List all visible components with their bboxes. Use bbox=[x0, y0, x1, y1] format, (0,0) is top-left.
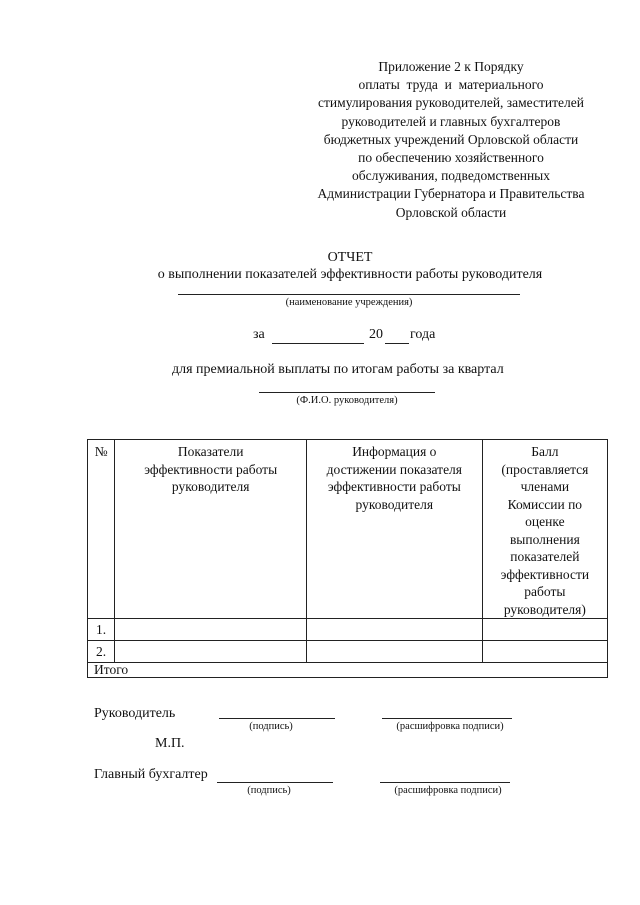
header-score: Балл (проставляется членами Комиссии по оценке выполнения показателей эффективности работы руководителя) bbox=[482, 440, 607, 619]
period-year: 20 bbox=[369, 327, 383, 342]
cell-indicator[interactable] bbox=[115, 619, 306, 641]
accountant-decode-caption: (расшифровка подписи) bbox=[394, 785, 502, 796]
report-title: ОТЧЕТ bbox=[327, 250, 373, 265]
cell-indicator[interactable] bbox=[115, 641, 306, 663]
appendix-line: бюджетных учреждений Орловской области bbox=[323, 131, 579, 147]
director-decode-caption: (расшифровка подписи) bbox=[396, 721, 504, 732]
table-header-row bbox=[88, 440, 608, 619]
director-label: Руководитель bbox=[94, 706, 176, 721]
header-indicators: Показатели эффективности работы руководителя bbox=[115, 440, 306, 619]
institution-caption: (наименование учреждения) bbox=[285, 297, 413, 308]
table-row bbox=[88, 619, 608, 641]
purpose-text: для премиальной выплаты по итогам работы за квартал bbox=[172, 362, 504, 377]
appendix-line: оплаты труда и материального bbox=[358, 77, 544, 93]
report-subtitle: о выполнении показателей эффективности работы руководителя bbox=[157, 267, 543, 282]
institution-line[interactable] bbox=[178, 294, 520, 295]
appendix-line: Орловской области bbox=[395, 204, 507, 220]
stamp-label: М.П. bbox=[155, 736, 185, 751]
fio-caption: (Ф.И.О. руководителя) bbox=[296, 395, 398, 406]
accountant-signature-line[interactable] bbox=[217, 782, 333, 783]
total-label: Итого bbox=[88, 663, 608, 678]
appendix-line: Приложение 2 к Порядку bbox=[378, 59, 524, 74]
year-blank[interactable] bbox=[385, 343, 409, 344]
appendix-line: Администрации Губернатора и Правительства bbox=[317, 186, 585, 202]
fio-line[interactable] bbox=[259, 392, 435, 393]
appendix-line: обслуживания, подведомственных bbox=[352, 168, 550, 184]
table-total-row bbox=[88, 663, 608, 678]
appendix-line: стимулирования руководителей, заместителей bbox=[318, 95, 584, 111]
indicators-table bbox=[87, 439, 608, 678]
director-decode-line[interactable] bbox=[382, 718, 512, 719]
table-row bbox=[88, 641, 608, 663]
appendix-line: руководителей и главных бухгалтеров bbox=[341, 113, 561, 129]
row-number: 2. bbox=[88, 641, 115, 663]
accountant-signature-caption: (подпись) bbox=[247, 785, 291, 796]
director-signature-caption: (подпись) bbox=[249, 721, 293, 732]
period-blank[interactable] bbox=[272, 343, 364, 344]
period-prefix: за bbox=[253, 327, 265, 342]
header-num: № bbox=[88, 440, 115, 619]
director-signature-line[interactable] bbox=[219, 718, 335, 719]
header-information: Информация о достижении показателя эффективности работы руководителя bbox=[306, 440, 482, 619]
accountant-decode-line[interactable] bbox=[380, 782, 510, 783]
cell-information[interactable] bbox=[306, 619, 482, 641]
cell-information[interactable] bbox=[306, 641, 482, 663]
accountant-label: Главный бухгалтер bbox=[94, 767, 208, 782]
period-suffix: года bbox=[410, 327, 436, 342]
row-number: 1. bbox=[88, 619, 115, 641]
appendix-block bbox=[296, 58, 606, 222]
cell-score[interactable] bbox=[482, 619, 607, 641]
cell-score[interactable] bbox=[482, 641, 607, 663]
appendix-line: по обеспечению хозяйственного bbox=[358, 150, 544, 166]
